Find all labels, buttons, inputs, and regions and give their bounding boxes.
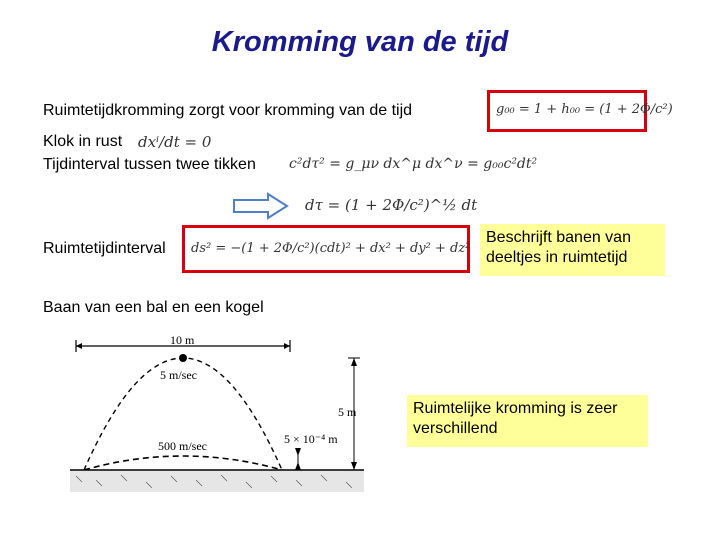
spacetime-interval-label: Ruimtetijdinterval <box>43 240 166 257</box>
trajectory-figure <box>66 330 366 500</box>
ds2-formula-box <box>182 225 470 273</box>
clock-at-rest-label: Klok in rust <box>43 133 123 150</box>
ground <box>70 470 364 492</box>
width-label: 10 m <box>170 333 195 347</box>
implies-arrow-icon <box>232 192 290 220</box>
ball-bullet-label: Baan van een bal en een kogel <box>43 299 264 316</box>
ball-speed-label: 5 m/sec <box>160 368 197 382</box>
ball-height-label: 5 m <box>338 405 357 419</box>
statement-curvature: Ruimtetijdkromming zorgt voor kromming van de tijd <box>43 102 413 119</box>
interval-formula: c²dτ² = g_μν dx^μ dx^ν = g₀₀c²dt² <box>289 156 538 172</box>
bullet-height-label: 5 × 10⁻⁴ m <box>284 432 338 446</box>
bullet-trajectory <box>84 456 282 470</box>
tick-interval-label: Tijdinterval tussen twee tikken <box>43 156 256 173</box>
dtau-formula: dτ = (1 + 2Φ/c²)^½ dt <box>305 196 478 214</box>
slide-title: Kromming van de tijd <box>211 26 509 58</box>
g00-formula: g₀₀ = 1 + h₀₀ = (1 + 2Φ/c²) <box>496 102 673 117</box>
note-spatial-curvature: Ruimtelijke kromming is zeer verschillend <box>407 395 648 447</box>
ds2-formula: ds² = −(1 + 2Φ/c²)(cdt)² + dx² + dy² + dz² <box>191 241 471 256</box>
bullet-speed-label: 500 m/sec <box>158 439 207 453</box>
ball-marker <box>179 354 187 362</box>
note-trajectories: Beschrijft banen van deeltjes in ruimtetijd <box>480 224 665 276</box>
rest-formula: dxⁱ/dt = 0 <box>138 133 212 151</box>
g00-formula-box <box>487 90 673 132</box>
